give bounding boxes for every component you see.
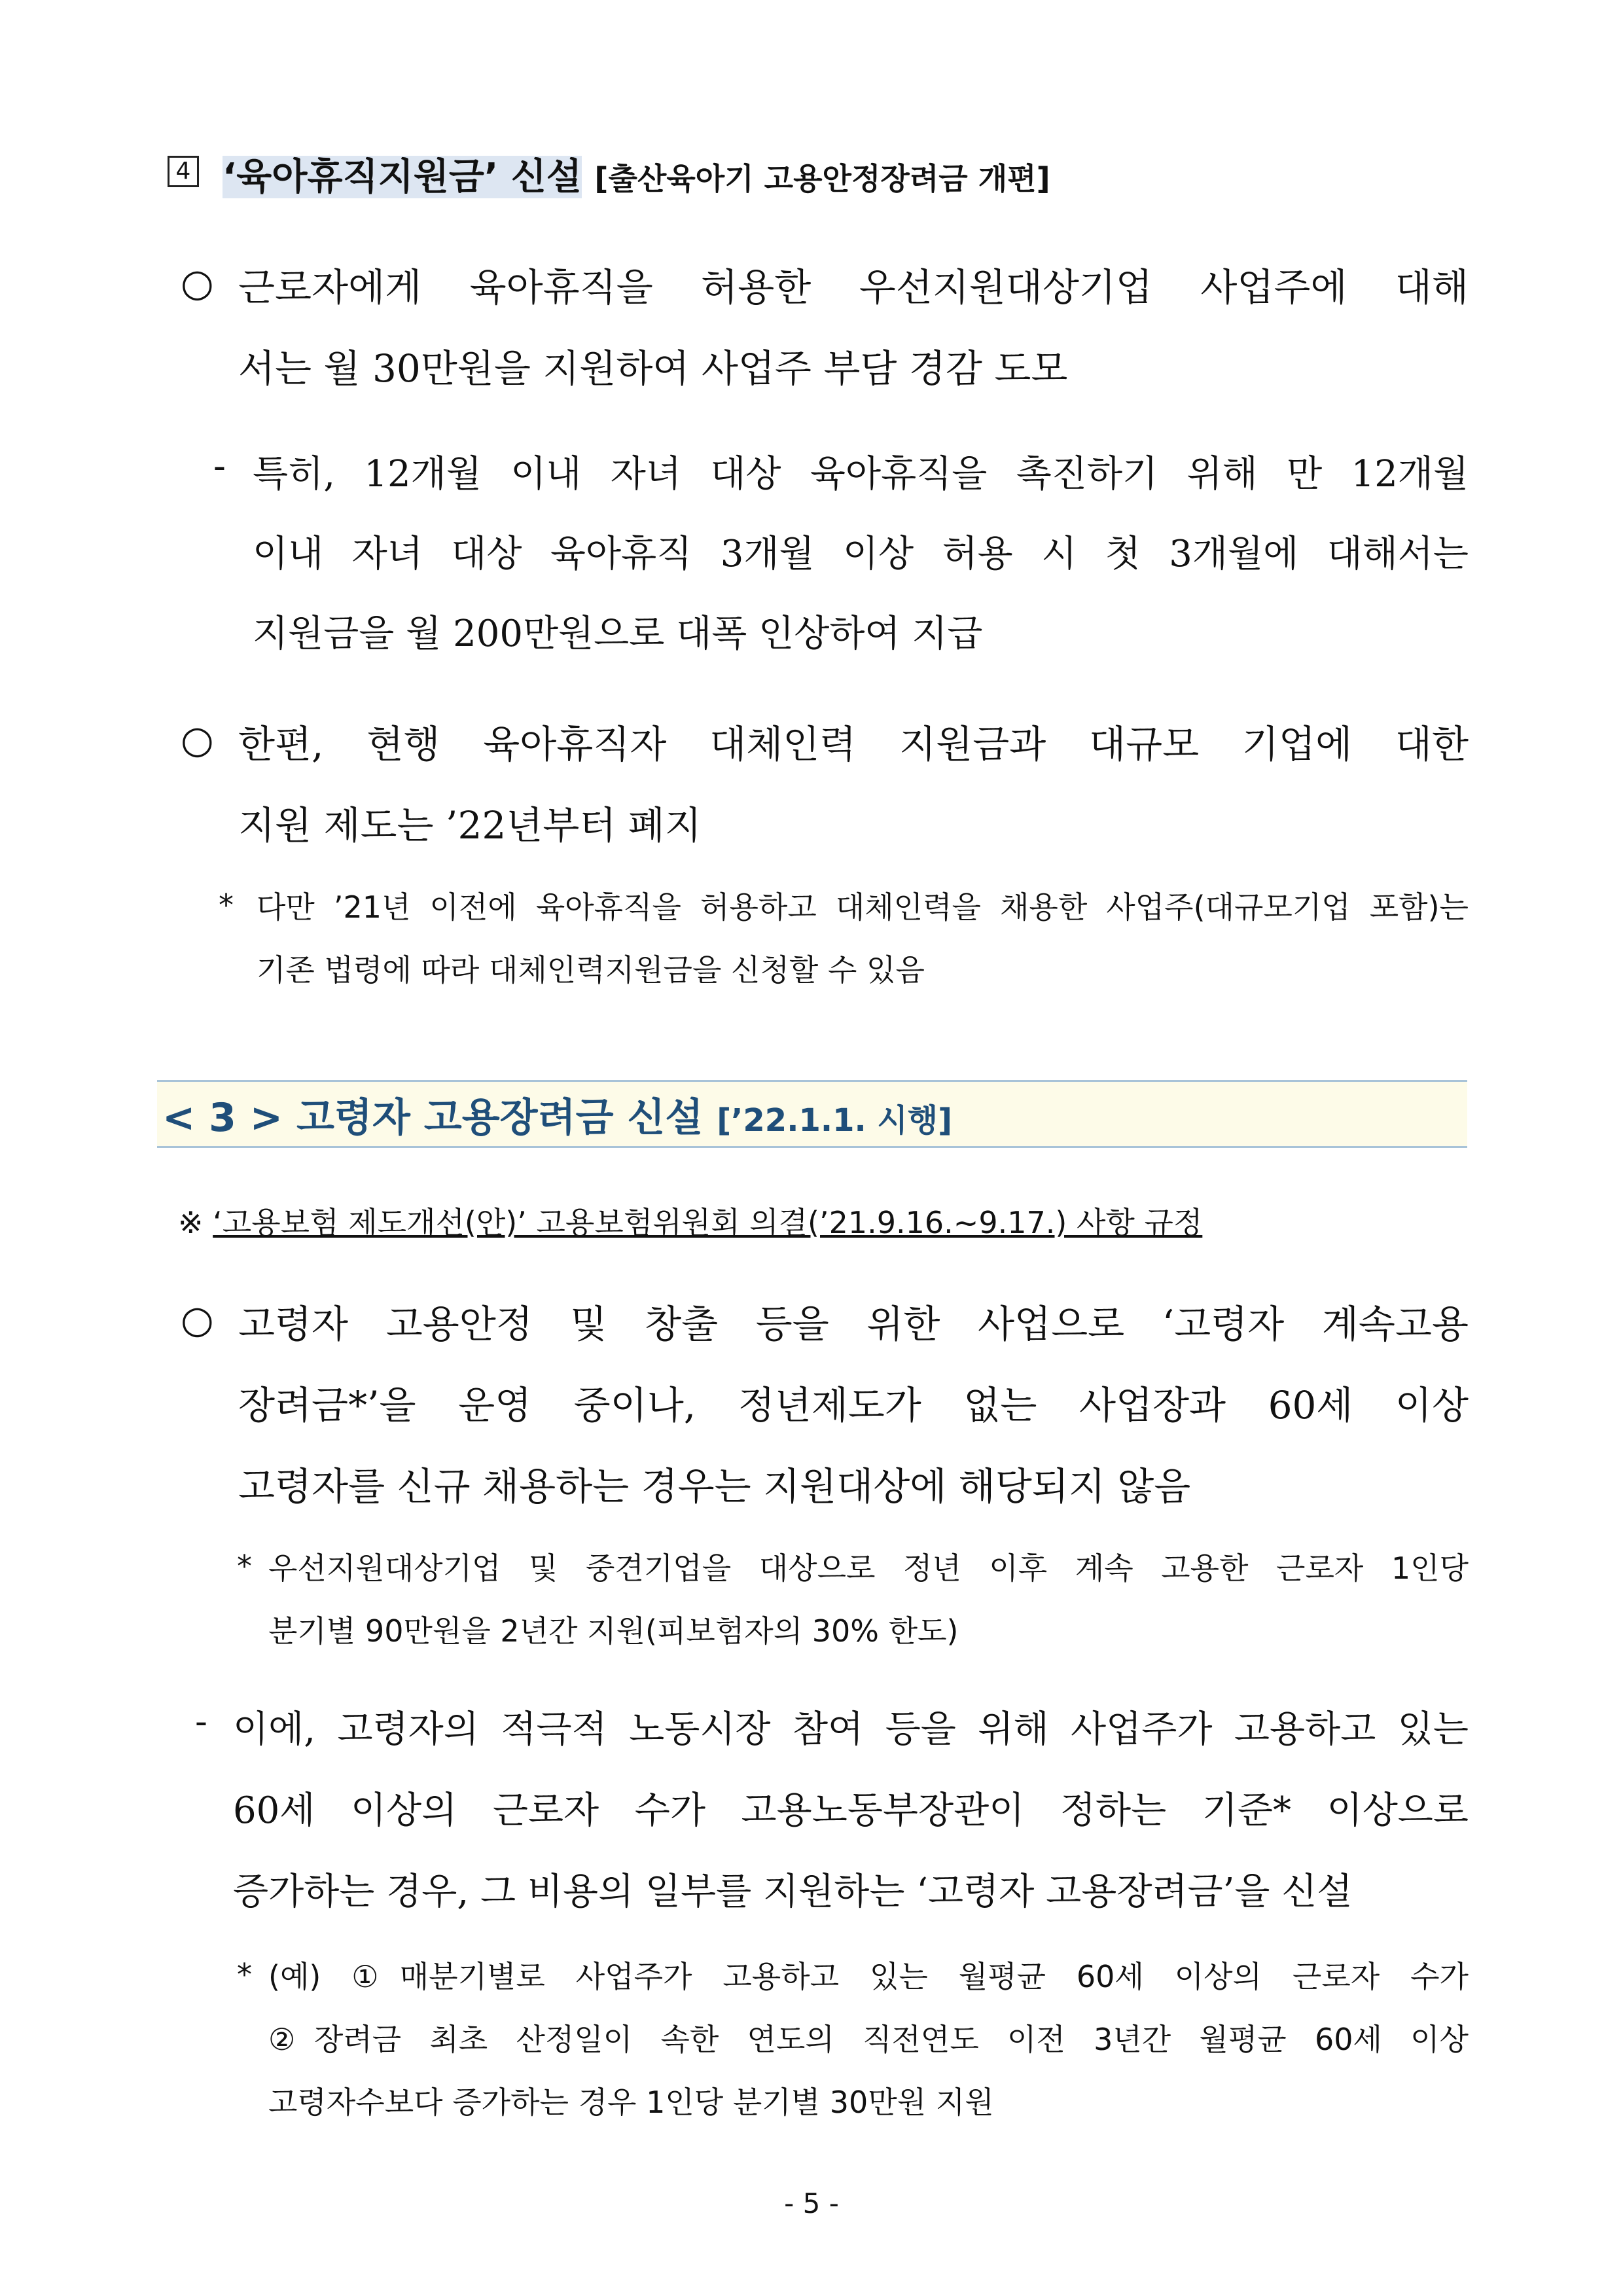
section-number-box: 4 (168, 156, 199, 187)
section-title: < 3 > 고령자 고용장려금 신설 (162, 1095, 704, 1141)
page-number: - 5 - (784, 2187, 839, 2219)
paragraph-line: 지원 제도는 ’22년부터 폐지 (238, 803, 702, 848)
paragraph-line: 60세 이상의 근로자 수가 고용노동부장관이 정하는 기준* 이상으로 (233, 1789, 1469, 1832)
section-subtitle: [출산육아기 고용안정장려금 개편] (594, 161, 1050, 196)
paragraph-line: 고령자 고용안정 및 창출 등을 위한 사업으로 ‘고령자 계속고용 (238, 1302, 1469, 1346)
paragraph-line: 고령자를 신규 채용하는 경우는 지원대상에 해당되지 않음 (238, 1464, 1191, 1509)
paragraph-line: 증가하는 경우, 그 비용의 일부를 지원하는 ‘고령자 고용장려금’을 신설 (233, 1871, 1353, 1913)
section-heading (162, 1086, 952, 1143)
note-line: ②장려금 최초 산정일이 속한 연도의 직전연도 이전 3년간 월평균 60세 이상 (268, 2022, 1469, 2057)
note-line: 기존 법령에 따라 대체인력지원금을 신청할 수 있음 (257, 952, 925, 988)
section-title: ‘육아휴직지원금’ 신설 (223, 156, 582, 198)
effective-date: [’22.1.1. 시행] (717, 1102, 953, 1139)
paragraph-line: 근로자에게 육아휴직을 허용한 우선지원대상기업 사업주에 대해 (238, 265, 1469, 310)
paragraph-line: 한편, 현행 육아휴직자 대체인력 지원금과 대규모 기업에 대한 (238, 722, 1469, 766)
paragraph-line: 특히, 12개월 이내 자녀 대상 육아휴직을 촉진하기 위해 만 12개월 (253, 453, 1469, 495)
note-line: 우선지원대상기업 및 중견기업을 대상으로 정년 이후 계속 고용한 근로자 1인당 (268, 1551, 1469, 1586)
circle-bullet: ○ (181, 1297, 214, 1342)
paragraph-line: 장려금*’을 운영 중이나, 정년제도가 없는 사업장과 60세 이상 (238, 1383, 1469, 1427)
paragraph-line: 서는 월 30만원을 지원하여 사업주 부담 경감 도모 (238, 346, 1068, 391)
paragraph-line: 이에, 고령자의 적극적 노동시장 참여 등을 위해 사업주가 고용하고 있는 (233, 1708, 1469, 1751)
reference-mark: ※ (178, 1205, 204, 1240)
reference-note (178, 1199, 1202, 1242)
dash-bullet: - (213, 445, 226, 488)
circle-bullet: ○ (181, 717, 214, 762)
note-line: 고령자수보다 증가하는 경우 1인당 분기별 30만원 지원 (268, 2085, 994, 2120)
section-heading (223, 148, 1050, 200)
note-line: (예) ①매분기별로 사업주가 고용하고 있는 월평균 60세 이상의 근로자 수가 (268, 1959, 1469, 1994)
note-asterisk: * (219, 888, 234, 923)
paragraph-line: 지원금을 월 200만원으로 대폭 인상하여 지급 (253, 613, 983, 655)
note-asterisk: * (237, 1957, 252, 1992)
reference-text: ‘고용보험 제도개선(안)’ 고용보험위원회 의결(’21.9.16.~9.17.) 사항 규정 (213, 1205, 1203, 1240)
note-asterisk: * (237, 1549, 252, 1584)
circle-bullet: ○ (181, 260, 214, 305)
paragraph-line: 이내 자녀 대상 육아휴직 3개월 이상 허용 시 첫 3개월에 대해서는 (253, 533, 1469, 575)
note-line: 분기별 90만원을 2년간 지원(피보험자의 30% 한도) (268, 1613, 959, 1649)
dash-bullet: - (195, 1700, 207, 1743)
note-line: 다만 ’21년 이전에 육아휴직을 허용하고 대체인력을 채용한 사업주(대규모기업 포함)는 (257, 889, 1469, 925)
